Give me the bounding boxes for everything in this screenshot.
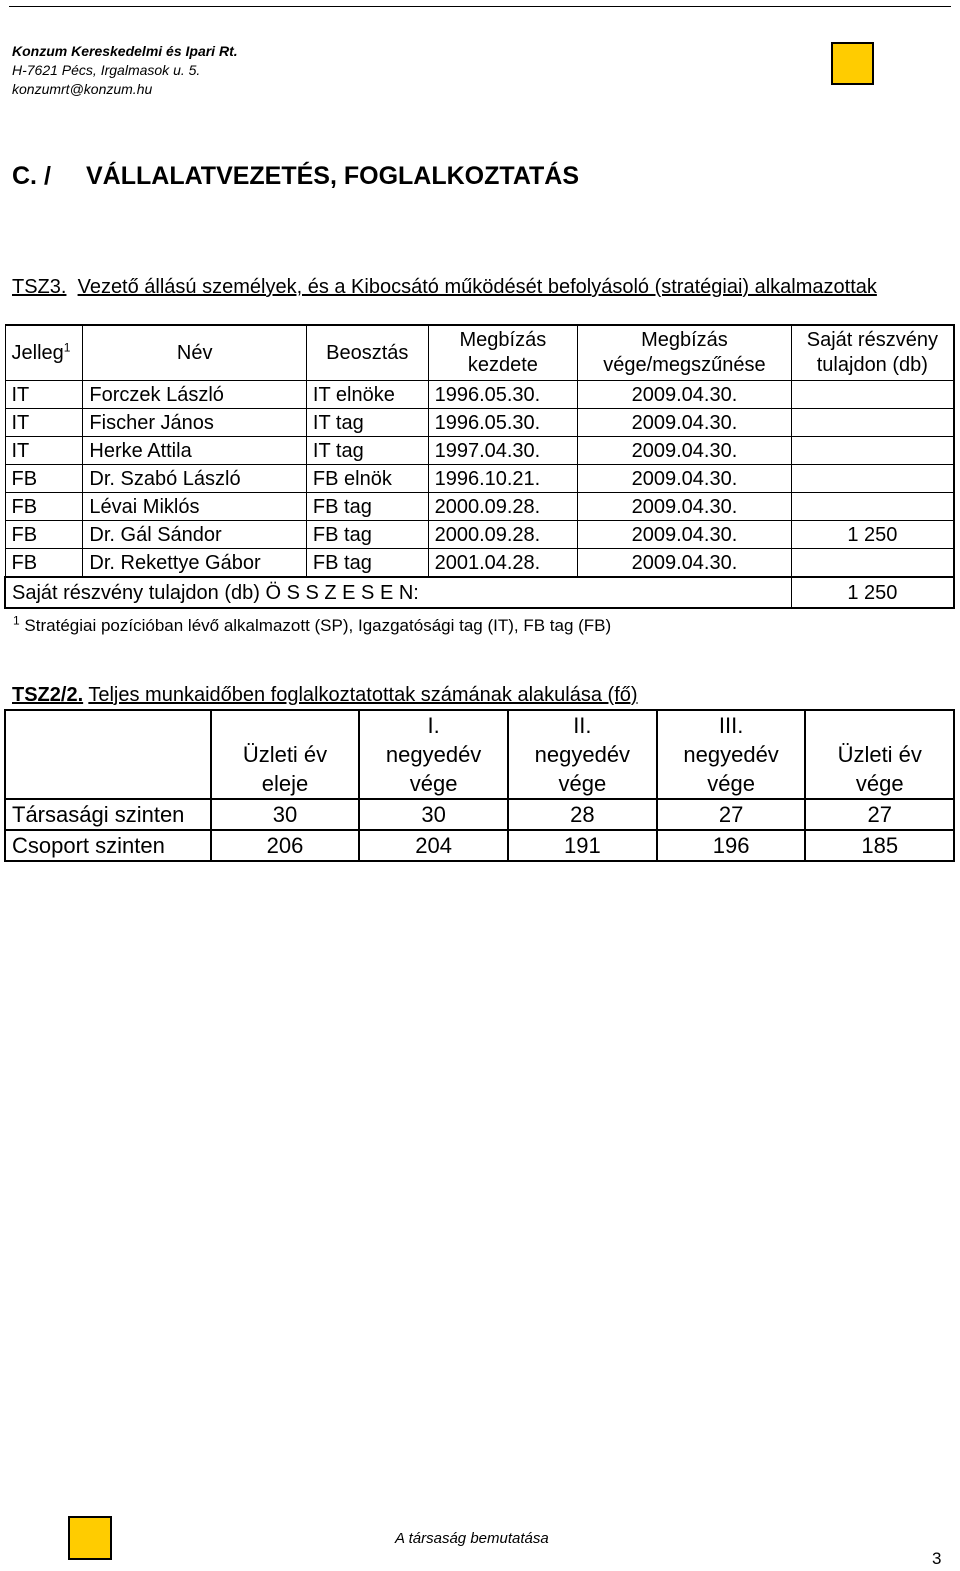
cell-jelleg: FB [5,493,83,521]
table-row [5,437,954,465]
cell-value: 27 [805,799,954,830]
cell-kezdete: 1996.05.30. [428,381,578,409]
cell-reszveny [791,549,954,578]
cell-vege: 2009.04.30. [578,549,792,578]
footer-text: A társaság bemutatása [395,1530,549,1547]
header-nev: Név [83,325,307,381]
table1-caption [12,274,946,300]
cell-value: 30 [359,799,508,830]
cell-jelleg: FB [5,549,83,578]
cell-beosztas: FB tag [306,549,428,578]
company-name: Konzum Kereskedelmi és Ipari Rt. [12,43,238,59]
cell-nev: Dr. Szabó László [83,465,307,493]
header-period: Üzleti év vége [805,710,954,799]
cell-beosztas: FB tag [306,493,428,521]
company-address: H-7621 Pécs, Irgalmasok u. 5. [12,62,201,78]
cell-jelleg: IT [5,381,83,409]
cell-value: 185 [805,830,954,861]
table1-footnote: $^1$ Stratégiai pozícióban lévő alkalmazott (SP), Igazgatósági tag (IT), FB tag (FB) [13,612,612,635]
header-reszveny: Saját részvény tulajdon (db) [791,325,954,381]
cell-vege: 2009.04.30. [578,381,792,409]
section-letter: C. / [12,162,51,190]
cell-kezdete: 2000.09.28. [428,493,578,521]
section-heading: VÁLLALATVEZETÉS, FOGLALKOZTATÁS [86,162,580,190]
header-empty [5,710,211,799]
cell-vege: 2009.04.30. [578,465,792,493]
executives-table [4,324,955,639]
cell-beosztas: FB elnök [306,465,428,493]
footnote-row [5,608,954,639]
table-row [5,799,954,830]
cell-nev: Dr. Rekettye Gábor [83,549,307,578]
table2-caption-text: Teljes munkaidőben foglalkoztatottak számának alakulása (fő) [88,684,638,706]
cell-beosztas: IT tag [306,409,428,437]
cell-nev: Herke Attila [83,437,307,465]
header-period: II. negyedév vége [508,710,657,799]
cell-value: 206 [211,830,359,861]
cell-jelleg: IT [5,437,83,465]
cell-nev: Dr. Gál Sándor [83,521,307,549]
cell-vege: 2009.04.30. [578,437,792,465]
cell-beosztas: FB tag [306,521,428,549]
table2-code: TSZ2/2. [12,684,84,706]
total-row [5,577,954,608]
table1-code: TSZ3. [12,276,67,298]
cell-nev: Fischer János [83,409,307,437]
cell-reszveny [791,493,954,521]
company-logo-square [831,42,874,85]
table1-caption-text: Vezető állású személyek, és a Kibocsátó működését befolyásoló (stratégiai) alkalmazottak [77,276,877,298]
table-row [5,381,954,409]
cell-value: 204 [359,830,508,861]
cell-value: 191 [508,830,657,861]
top-rule [9,6,951,7]
employment-table [4,709,955,862]
header-kezdete: Megbízás kezdete [428,325,578,381]
cell-jelleg: FB [5,465,83,493]
footer-logo-square [68,1516,112,1560]
cell-vege: 2009.04.30. [578,409,792,437]
cell-jelleg: IT [5,409,83,437]
cell-kezdete: 2001.04.28. [428,549,578,578]
table-row [5,521,954,549]
cell-jelleg: FB [5,521,83,549]
total-label: Saját részvény tulajdon (db) Ö S S Z E S E N: [5,577,791,608]
company-email: konzumrt@konzum.hu [12,81,153,97]
row-label: Társasági szinten [5,799,211,830]
cell-reszveny [791,381,954,409]
cell-value: 196 [657,830,806,861]
cell-beosztas: IT tag [306,437,428,465]
page-number: 3 [932,1549,942,1568]
table2-caption [12,684,638,707]
cell-reszveny [791,409,954,437]
table-row [5,830,954,861]
cell-reszveny [791,437,954,465]
cell-kezdete: 1996.10.21. [428,465,578,493]
section-title [12,162,579,191]
cell-kezdete: 2000.09.28. [428,521,578,549]
table-row [5,493,954,521]
total-value: 1 250 [791,577,954,608]
cell-beosztas: IT elnöke [306,381,428,409]
header-period: III. negyedév vége [657,710,806,799]
header-vege: Megbízás vége/megszűnése [578,325,792,381]
company-header [12,42,238,99]
header-beosztas: Beosztás [306,325,428,381]
header-jelleg: Jelleg$^1$ [5,325,83,381]
cell-vege: 2009.04.30. [578,493,792,521]
cell-nev: Forczek László [83,381,307,409]
cell-vege: 2009.04.30. [578,521,792,549]
cell-kezdete: 1997.04.30. [428,437,578,465]
header-period: Üzleti év eleje [211,710,359,799]
cell-value: 27 [657,799,806,830]
cell-reszveny: 1 250 [791,521,954,549]
header-period: I. negyedév vége [359,710,508,799]
cell-nev: Lévai Miklós [83,493,307,521]
cell-reszveny [791,465,954,493]
cell-value: 28 [508,799,657,830]
table-row [5,465,954,493]
table-header-row [5,710,954,799]
cell-value: 30 [211,799,359,830]
cell-kezdete: 1996.05.30. [428,409,578,437]
table-row [5,409,954,437]
row-label: Csoport szinten [5,830,211,861]
table-header-row [5,325,954,381]
table-row [5,549,954,578]
